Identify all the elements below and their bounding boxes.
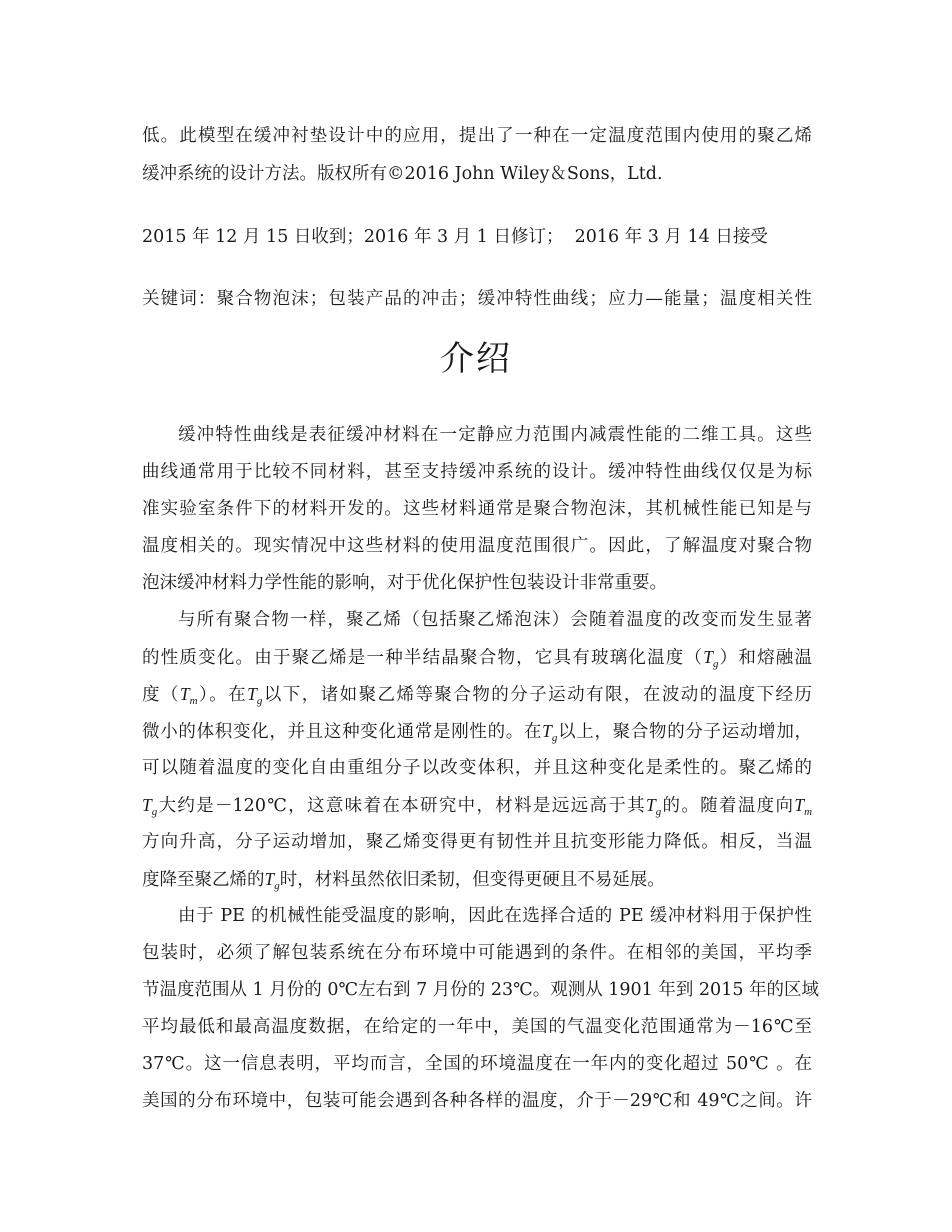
para2-line-5: 可以随着温度的变化自由重组分子以改变体积，并且这种变化是柔性的。聚乙烯的 [142,758,812,778]
para3-line-5: 37℃。这一信息表明，平均而言，全国的环境温度在一年内的变化超过 50℃ 。在 [142,1054,812,1074]
abstract-line-1: 低。此模型在缓冲衬垫设计中的应用，提出了一种在一定温度范围内使用的聚乙烯 [142,126,812,146]
para2-line-8: 度降至聚乙烯的$T_g$时，材料虽然依旧柔韧，但变得更硬且不易延展。 [142,869,665,892]
para2-line-3: 度$(T_m)$。在$T_g$以下，诸如聚乙烯等聚合物的分子运动有限，在波动的温度下经历 [142,684,813,707]
para3-line-2: 包装时，必须了解包装系统在分布环境中可能遇到的条件。在相邻的美国，平均季 [142,943,812,963]
para1-line-1: 缓冲特性曲线是表征缓冲材料在一定静应力范围内减震性能的二维工具。这些 [178,425,812,445]
para3-line-6: 美国的分布环境中，包装可能会遇到各种各样的温度，介于－29℃和 49℃之间。许 [142,1091,812,1111]
para1-line-4: 温度相关的。现实情况中这些材料的使用温度范围很广。因此，了解温度对聚合物 [142,536,812,556]
para2-line-4: 微小的体积变化，并且这种变化通常是刚性的。在$T_g$以上，聚合物的分子运动增加， [142,721,813,744]
keywords: 关键词：聚合物泡沫；包装产品的冲击；缓冲特性曲线；应力—能量；温度相关性 [142,289,812,309]
para3-line-3: 节温度范围从 1 月份的 0℃左右到 7 月份的 23℃。观测从 1901 年到 2015 年的区域 [142,980,820,1000]
section-title: 介绍 [440,339,512,379]
received-dates: 2015 年 12 月 15 日收到；2016 年 3 月 1 日修订； 2016 年 3 月 14 日接受 [142,227,768,247]
abstract-line-2: 缓冲系统的设计方法。版权所有©2016 John Wiley＆Sons，Ltd. [142,164,663,184]
para2-line-2: 的性质变化。由于聚乙烯是一种半结晶聚合物，它具有玻璃化温度$(T_g)$和熔融温 [142,647,813,670]
para1-line-3: 准实验室条件下的材料开发的。这些材料通常是聚合物泡沫，其机械性能已知是与 [142,499,812,519]
para2-line-7: 方向升高，分子运动增加，聚乙烯变得更有韧性并且抗变形能力降低。相反，当温 [142,832,812,852]
para1-line-2: 曲线通常用于比较不同材料，甚至支持缓冲系统的设计。缓冲特性曲线仅仅是为标 [142,462,812,482]
para1-line-5: 泡沫缓冲材料力学性能的影响，对于优化保护性包装设计非常重要。 [142,573,667,593]
para2-line-1: 与所有聚合物一样，聚乙烯（包括聚乙烯泡沫）会随着温度的改变而发生显著 [178,610,812,630]
para2-line-6: $T_g$大约是－120℃，这意味着在本研究中，材料是远远高于其$T_g$的。随着温度向$T_m$ [142,795,813,818]
para3-line-1: 由于 PE 的机械性能受温度的影响，因此在选择合适的 PE 缓冲材料用于保护性 [178,906,812,926]
para3-line-4: 平均最低和最高温度数据，在给定的一年中，美国的气温变化范围通常为－16℃至 [142,1017,812,1037]
